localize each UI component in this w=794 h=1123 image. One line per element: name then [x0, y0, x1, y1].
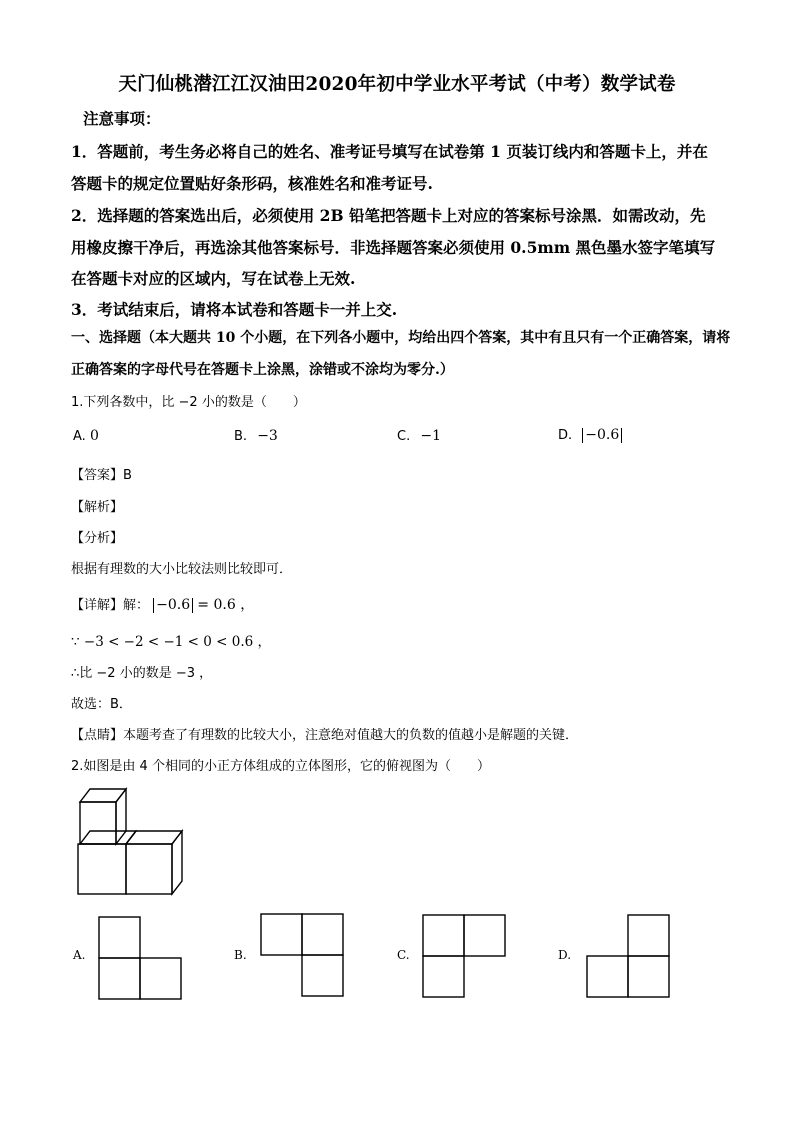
q1-fenxi-text: 根据有理数的大小比较法则比较即可．	[71, 562, 293, 577]
q1-option-d	[558, 428, 622, 443]
cube-right-side-face	[172, 831, 182, 894]
cube-top-top-face	[80, 789, 126, 802]
notice-item-1: 1．答题前，考生务必将自己的姓名、准考证号填写在试卷第 1 页装订线内和答题卡上，并在	[71, 142, 708, 161]
q1-detail-abs: −0.6	[153, 598, 193, 613]
notice-item-3: 3．考试结束后，请将本试卷和答题卡一并上交.	[71, 300, 398, 319]
q1-because-line: ∵ −3 < −2 < −1 < 0 < 0.6 ，	[71, 634, 272, 650]
q1-stem: 1.下列各数中，比 −2 小的数是（ ）	[71, 395, 306, 410]
q1-answer: 【答案】B	[71, 468, 132, 483]
square	[628, 956, 669, 997]
q2-option-b-label: B.	[234, 948, 247, 962]
q1-option-b-label: B.	[234, 429, 248, 444]
q1-detail-eq: = 0.6 ，	[197, 597, 255, 613]
q2-stem: 2.如图是由 4 个相同的小正方体组成的立体图形，它的俯视图为（ ）	[71, 759, 490, 774]
notice-item-2-cont2: 在答题卡对应的区域内，写在试卷上无效.	[71, 269, 356, 288]
notice-heading: 注意事项：	[83, 109, 161, 128]
square	[302, 955, 343, 996]
q1-option-c-value: −1	[420, 428, 441, 444]
q1-option-a-value: 0	[89, 428, 99, 444]
square	[140, 958, 181, 999]
q1-option-c-label: C.	[397, 429, 411, 444]
q1-fenxi-heading: 【分析】	[71, 531, 124, 546]
q1-option-a-label: A.	[73, 429, 86, 444]
exam-title: 天门仙桃潜江江汉油田2020年初中学业水平考试（中考）数学试卷	[118, 74, 676, 95]
cube-left-front-face	[78, 844, 126, 894]
square	[464, 915, 505, 956]
q1-option-c	[397, 428, 441, 444]
notice-item-1-cont: 答题卡的规定位置贴好条形码，核准姓名和准考证号.	[71, 174, 433, 193]
cube-top-side-face	[116, 789, 126, 844]
q1-option-d-label: D.	[558, 428, 573, 443]
square	[302, 914, 343, 955]
q1-comment: 【点睛】本题考查了有理数的比较大小，注意绝对值越大的负数的值越小是解题的关键．	[71, 728, 579, 743]
cube-right-front-face	[126, 844, 172, 894]
q1-detail-line	[71, 594, 254, 614]
q1-therefore-line: ∴比 −2 小的数是 −3 ，	[71, 666, 213, 681]
square	[261, 914, 302, 955]
q2-option-a-figure	[98, 916, 182, 1000]
square	[587, 956, 628, 997]
q2-option-c-label: C.	[397, 948, 410, 962]
square	[628, 915, 669, 956]
q2-option-d-figure	[586, 914, 670, 998]
q2-option-a-label: A.	[73, 948, 86, 962]
q2-option-c-figure	[422, 914, 506, 998]
square	[423, 956, 464, 997]
q1-option-b	[234, 428, 278, 444]
q1-option-d-value: −0.6	[582, 428, 622, 443]
notice-item-2: 2．选择题的答案选出后，必须使用 2B 铅笔把答题卡上对应的答案标号涂黑．如需改动，先	[71, 206, 706, 225]
section1-instruction-line2: 正确答案的字母代号在答题卡上涂黑，涂错或不涂均为零分.）	[71, 362, 454, 378]
q1-option-a	[73, 428, 99, 444]
cube-left-edge	[126, 831, 136, 844]
q1-detail-prefix: 【详解】解：	[71, 598, 150, 613]
square	[99, 917, 140, 958]
square	[99, 958, 140, 999]
q1-choose: 故选：B．	[71, 697, 132, 712]
square	[423, 915, 464, 956]
section1-instruction-line1: 一、选择题（本大题共 10 个小题，在下列各小题中，均给出四个答案，其中有且只有一个正确答案，请将	[71, 330, 731, 346]
notice-item-2-cont: 用橡皮擦干净后，再选涂其他答案标号．非选择题答案必须使用 0.5mm 黑色墨水签字笔填写	[71, 238, 716, 257]
q1-analysis-heading: 【解析】	[71, 500, 124, 515]
q2-option-d-label: D.	[558, 948, 572, 962]
q1-option-b-value: −3	[257, 428, 278, 444]
q2-cube-figure	[70, 786, 190, 898]
q2-option-b-figure	[260, 913, 344, 997]
